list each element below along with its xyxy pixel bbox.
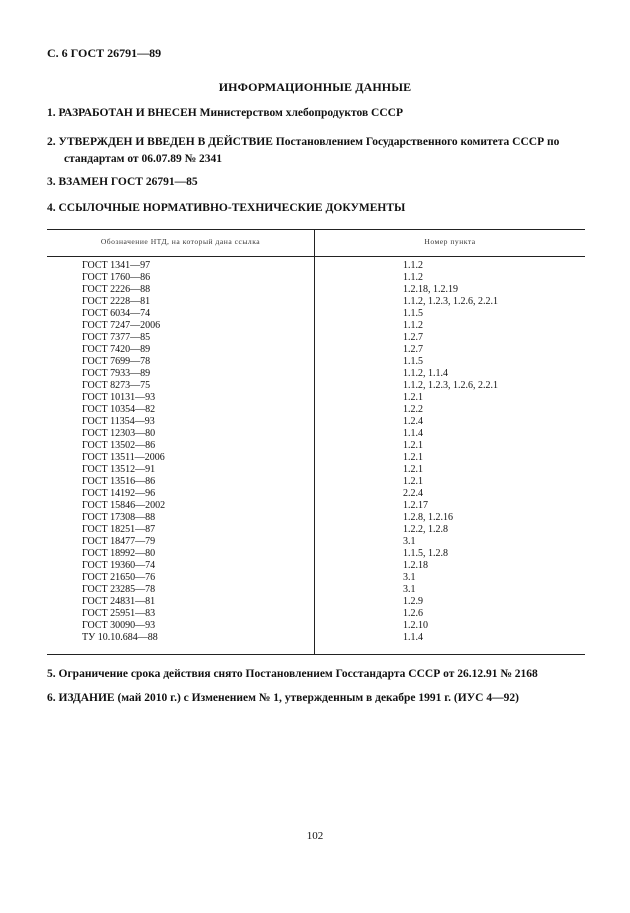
table-header — [47, 230, 585, 256]
table-cell-document: ГОСТ 18477—79 — [82, 536, 156, 547]
table-cell-clause: 1.1.2, 1.1.4 — [403, 368, 448, 379]
table-cell-clause: 1.2.6 — [403, 608, 423, 619]
table-cell-clause: 1.2.1 — [403, 392, 423, 403]
table-cell-document: ГОСТ 10354—82 — [82, 404, 156, 415]
table-cell-clause: 1.1.2 — [403, 320, 423, 331]
references-table — [47, 229, 585, 655]
info-item-4: 4. ССЫЛОЧНЫЕ НОРМАТИВНО-ТЕХНИЧЕСКИЕ ДОКУМЕНТЫ — [47, 202, 406, 214]
table-cell-document: ГОСТ 30090—93 — [82, 620, 156, 631]
table-cell-document: ГОСТ 7420—89 — [82, 344, 151, 355]
table-cell-document: ТУ 10.10.684—88 — [82, 632, 158, 643]
table-cell-clause: 1.1.2 — [403, 260, 423, 271]
table-cell-clause: 1.1.4 — [403, 632, 423, 643]
table-cell-clause: 1.2.17 — [403, 500, 428, 511]
table-cell-document: ГОСТ 14192—96 — [82, 488, 156, 499]
table-cell-clause: 1.1.5 — [403, 356, 423, 367]
table-cell-document: ГОСТ 19360—74 — [82, 560, 156, 571]
table-cell-clause: 1.2.10 — [403, 620, 428, 631]
table-cell-document: ГОСТ 2226—88 — [82, 284, 151, 295]
table-cell-clause: 1.1.4 — [403, 428, 423, 439]
table-cell-document: ГОСТ 13511—2006 — [82, 452, 165, 463]
table-cell-document: ГОСТ 21650—76 — [82, 572, 156, 583]
table-cell-clause: 1.2.1 — [403, 476, 423, 487]
table-cell-document: ГОСТ 7699—78 — [82, 356, 151, 367]
info-item-1: 1. РАЗРАБОТАН И ВНЕСЕН Министерством хлебопродуктов СССР — [47, 107, 403, 119]
table-cell-clause: 3.1 — [403, 572, 416, 583]
page-number: 102 — [306, 830, 324, 842]
column-header-clause: Номер пункта — [424, 237, 476, 246]
table-cell-document: ГОСТ 18251—87 — [82, 524, 156, 535]
table-cell-document: ГОСТ 25951—83 — [82, 608, 156, 619]
table-cell-clause: 1.1.2, 1.2.3, 1.2.6, 2.2.1 — [403, 380, 498, 391]
table-cell-document: ГОСТ 12303—80 — [82, 428, 156, 439]
info-item-6: 6. ИЗДАНИЕ (май 2010 г.) с Изменением № 1, утвержденным в декабре 1991 г. (ИУС 4—92) — [47, 692, 519, 704]
document-column — [47, 257, 315, 654]
table-cell-document: ГОСТ 13502—86 — [82, 440, 156, 451]
table-cell-document: ГОСТ 15846—2002 — [82, 500, 166, 511]
table-cell-document: ГОСТ 24831—81 — [82, 596, 156, 607]
table-cell-document: ГОСТ 7247—2006 — [82, 320, 161, 331]
table-cell-document: ГОСТ 7377—85 — [82, 332, 151, 343]
table-cell-document: ГОСТ 13512—91 — [82, 464, 156, 475]
table-cell-document: ГОСТ 23285—78 — [82, 584, 156, 595]
table-cell-clause: 1.2.1 — [403, 464, 423, 475]
table-cell-clause: 1.2.4 — [403, 416, 423, 427]
table-cell-clause: 1.1.2 — [403, 272, 423, 283]
clause-column — [315, 257, 585, 654]
table-cell-clause: 1.2.18, 1.2.19 — [403, 284, 458, 295]
info-item-2: 2. УТВЕРЖДЕН И ВВЕДЕН В ДЕЙСТВИЕ Постановлением Государственного комитета СССР по стандартам от 06.07.89 № 2341 — [47, 136, 560, 165]
page-header: С. 6 ГОСТ 26791—89 — [47, 46, 162, 60]
table-cell-document: ГОСТ 7933—89 — [82, 368, 151, 379]
table-cell-clause: 2.2.4 — [403, 488, 423, 499]
table-cell-document: ГОСТ 13516—86 — [82, 476, 156, 487]
table-cell-document: ГОСТ 18992—80 — [82, 548, 156, 559]
table-cell-clause: 3.1 — [403, 584, 416, 595]
table-cell-document: ГОСТ 17308—88 — [82, 512, 156, 523]
column-header-document: Обозначение НТД, на который дана ссылка — [47, 230, 315, 256]
table-cell-clause: 1.2.7 — [403, 344, 423, 355]
table-cell-document: ГОСТ 8273—75 — [82, 380, 151, 391]
table-cell-clause: 1.2.7 — [403, 332, 423, 343]
table-cell-clause: 1.2.1 — [403, 440, 423, 451]
table-cell-document: ГОСТ 1760—86 — [82, 272, 151, 283]
table-cell-clause: 1.2.9 — [403, 596, 423, 607]
table-cell-clause: 1.1.5, 1.2.8 — [403, 548, 448, 559]
table-cell-document: ГОСТ 11354—93 — [82, 416, 155, 427]
table-cell-clause: 1.2.8, 1.2.16 — [403, 512, 453, 523]
info-item-5: 5. Ограничение срока действия снято Постановлением Госстандарта СССР от 26.12.91 № 2168 — [47, 668, 538, 680]
table-cell-clause: 1.1.2, 1.2.3, 1.2.6, 2.2.1 — [403, 296, 498, 307]
document-title: ИНФОРМАЦИОННЫЕ ДАННЫЕ — [218, 80, 412, 94]
table-bottom-rule — [47, 654, 585, 655]
table-cell-document: ГОСТ 6034—74 — [82, 308, 151, 319]
table-cell-clause: 1.2.18 — [403, 560, 428, 571]
table-cell-clause: 3.1 — [403, 536, 416, 547]
table-body — [47, 257, 585, 654]
table-cell-clause: 1.2.2 — [403, 404, 423, 415]
info-item-3: 3. ВЗАМЕН ГОСТ 26791—85 — [47, 176, 198, 188]
table-cell-document: ГОСТ 1341—97 — [82, 260, 151, 271]
table-cell-clause: 1.2.2, 1.2.8 — [403, 524, 448, 535]
table-cell-clause: 1.1.5 — [403, 308, 423, 319]
table-cell-document: ГОСТ 2228—81 — [82, 296, 151, 307]
table-cell-document: ГОСТ 10131—93 — [82, 392, 156, 403]
table-cell-clause: 1.2.1 — [403, 452, 423, 463]
